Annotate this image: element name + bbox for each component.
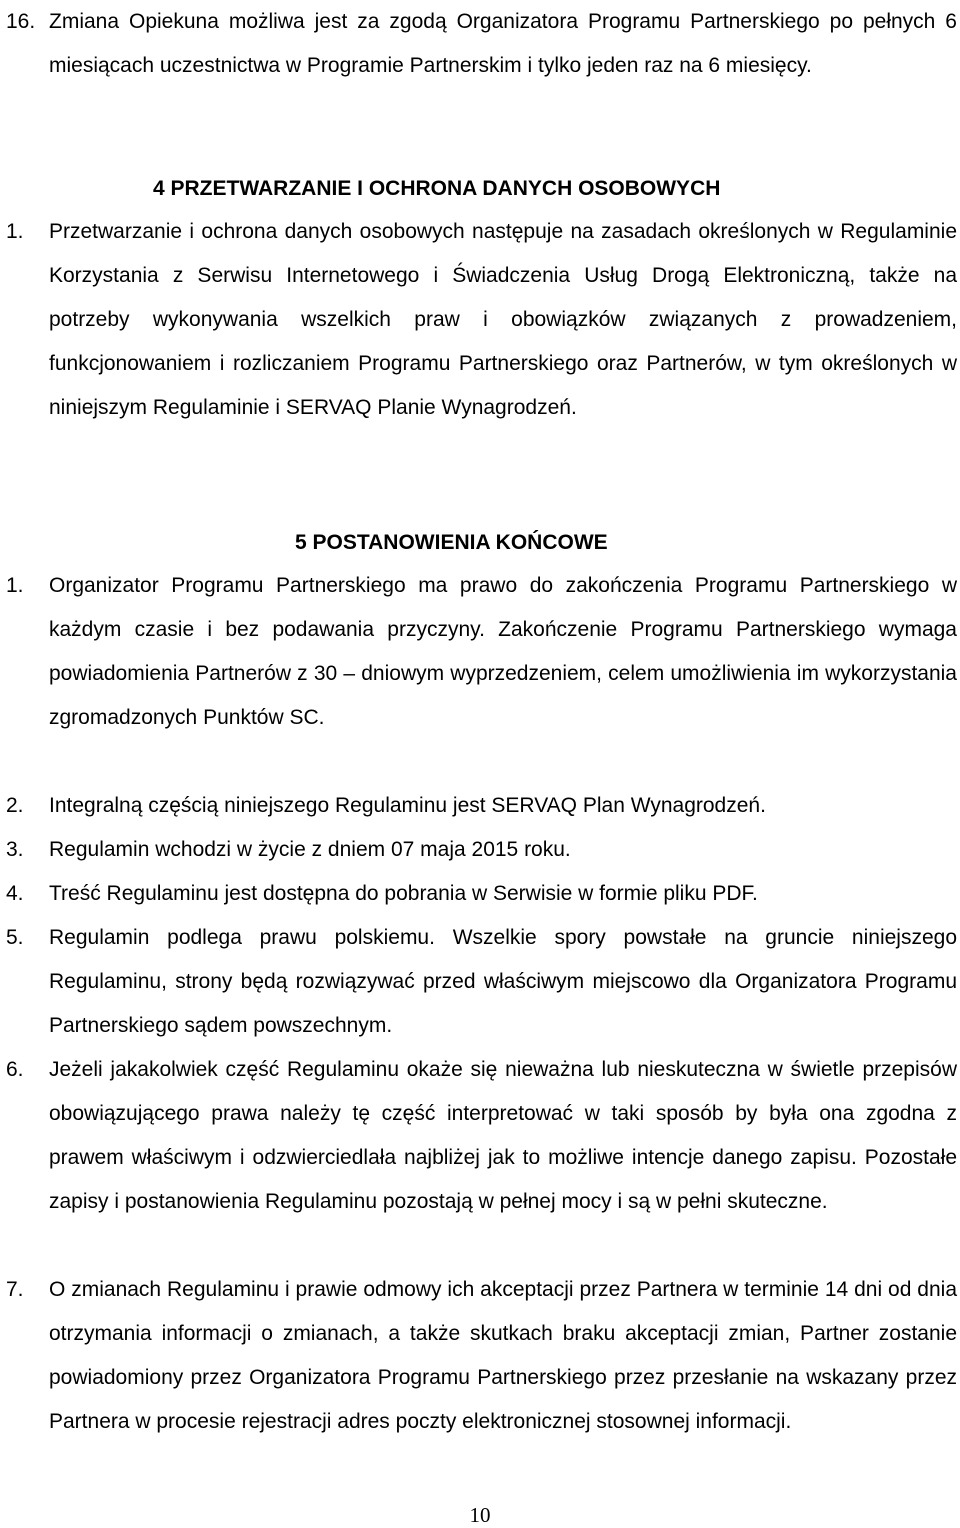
item-number: 1. [6, 220, 24, 243]
item-text: Regulamin podlega prawu polskiemu. Wszelkie spory powstałe na gruncie niniejszego Regulaminu, strony będą rozwiązywać przed właściwym miejscowo dla Organizatora Programu Partnerskiego sądem powszechnym. [49, 926, 957, 1037]
item-text: Zmiana Opiekuna możliwa jest za zgodą Organizatora Programu Partnerskiego po pełnych 6 miesiącach uczestnictwa w Programie Partnerskim i tylko jeden raz na 6 miesięcy. [49, 10, 957, 77]
item-text: Regulamin wchodzi w życie z dniem 07 maja 2015 roku. [49, 838, 571, 861]
item-number: 1. [6, 574, 24, 597]
item-text: Integralną częścią niniejszego Regulaminu jest SERVAQ Plan Wynagrodzeń. [49, 794, 766, 817]
item-number: 4. [6, 882, 24, 905]
item-text: Treść Regulaminu jest dostępna do pobrania w Serwisie w formie pliku PDF. [49, 882, 758, 905]
item-number: 5. [6, 926, 24, 949]
item-number: 3. [6, 838, 24, 861]
item-number: 2. [6, 794, 24, 817]
item-text: Jeżeli jakakolwiek część Regulaminu okaże się nieważna lub nieskuteczna w świetle przepisów obowiązującego prawa należy tę część interpretować w taki sposób by była ona zgodna z prawem właściwym i odzwierciedlała najbliżej jak to możliwe intencje danego zapisu. Pozostałe zapisy i postanowienia Regulaminu pozostają w pełnej mocy i są w pełni skuteczne. [49, 1058, 957, 1213]
section-heading: 4 PRZETWARZANIE I OCHRONA DANYCH OSOBOWYCH [153, 177, 721, 200]
item-text: Organizator Programu Partnerskiego ma prawo do zakończenia Programu Partnerskiego w każdym czasie i bez podawania przyczyny. Zakończenie Programu Partnerskiego wymaga powiadomienia Partnerów z 30 – dniowym wyprzedzeniem, celem umożliwienia im wykorzystania zgromadzonych Punktów SC. [49, 574, 957, 729]
item-number: 16. [6, 10, 36, 33]
item-number: 7. [6, 1278, 24, 1301]
section-heading: 5 POSTANOWIENIA KOŃCOWE [295, 531, 608, 554]
item-number: 6. [6, 1058, 24, 1081]
page-number: 10 [469, 1503, 491, 1527]
item-text: Przetwarzanie i ochrona danych osobowych następuje na zasadach określonych w Regulaminie Korzystania z Serwisu Internetowego i Świadczenia Usług Drogą Elektroniczną, także na potrzeby wykonywania wszelkich praw i obowiązków związanych z prowadzeniem, funkcjonowaniem i rozliczaniem Programu Partnerskiego oraz Partnerów, w tym określonych w niniejszym Regulaminie i SERVAQ Planie Wynagrodzeń. [49, 220, 957, 419]
item-text: O zmianach Regulaminu i prawie odmowy ich akceptacji przez Partnera w terminie 14 dni od dnia otrzymania informacji o zmianach, a także skutkach braku akceptacji zmian, Partner zostanie powiadomiony przez Organizatora Programu Partnerskiego przez przesłanie na wskazany przez Partnera w procesie rejestracji adres poczty elektronicznej stosownej informacji. [49, 1278, 957, 1433]
